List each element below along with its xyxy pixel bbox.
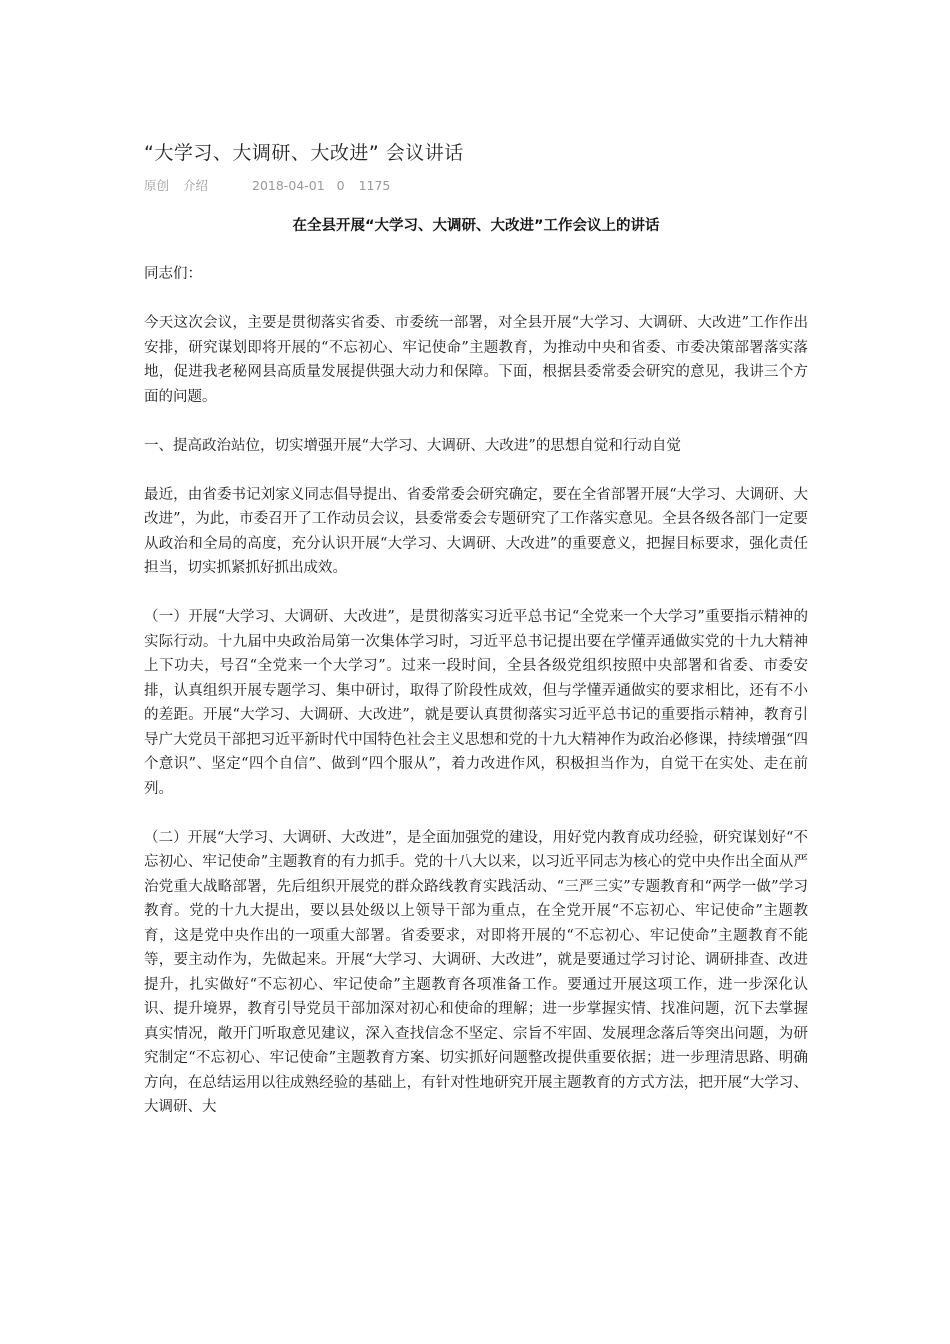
original-tag: 原创 <box>144 178 170 193</box>
paragraph-salutation: 同志们： <box>144 266 202 282</box>
view-count: 1175 <box>358 178 391 193</box>
paragraph: 最近，由省委书记刘家义同志倡导提出、省委常委会研究确定，要在全省部署开展“大学习、大调研、大改进”，为此，市委召开了工作动员会议，县委常委会专题研究了工作落实意见。全县各级各部门一定要从政治和全局的高度，充分认识开展“大学习、大调研、大改进”的重要意义，把握目标要求，强化责任担当，切实抓紧抓好抓出成效。 <box>144 486 808 576</box>
speech-body <box>144 262 808 1144</box>
publish-date: 2018-04-01 <box>252 178 325 193</box>
speech-heading: 在全县开展“大学习、大调研、大改进”工作会议上的讲话 <box>292 218 660 234</box>
comment-count: 0 <box>336 178 345 193</box>
category-tag: 介绍 <box>183 178 209 193</box>
paragraph: （一）开展“大学习、大调研、大改进”，是贯彻落实习近平总书记“全党来一个大学习”重要指示精神的实际行动。十九届中央政治局第一次集体学习时，习近平总书记提出要在学懂弄通做实党的十九大精神上下功夫，号召“全党来一个大学习”。过来一段时间，全县各级党组织按照中央部署和省委、市委安排，认真组织开展专题学习、集中研讨，取得了阶段性成效，但与学懂弄通做实的要求相比，还有不小的差距。开展“大学习、大调研、大改进”，就是要认真贯彻落实习近平总书记的重要指示精神，教育引导广大党员干部把习近平新时代中国特色社会主义思想和党的十九大精神作为政治必修课，持续增强“四个意识”、坚定“四个自信”、做到“四个服从”，着力改进作风，积极担当作为，自觉干在实处、走在前列。 <box>144 609 808 797</box>
paragraph: 今天这次会议，主要是贯彻落实省委、市委统一部署，对全县开展“大学习、大调研、大改进”工作作出安排，研究谋划即将开展的“不忘初心、牢记使命”主题教育，为推动中央和省委、市委决策部署落实落地，促进我老秘网县高质量发展提供强大动力和保障。下面，根据县委常委会研究的意见，我讲三个方面的问题。 <box>144 315 808 405</box>
section-heading: 一、提高政治站位，切实增强开展“大学习、大调研、大改进”的思想自觉和行动自觉 <box>144 437 681 454</box>
article-meta <box>144 176 400 194</box>
page-title: “大学习、大调研、大改进” 会议讲话 <box>144 142 464 164</box>
paragraph: （二）开展“大学习、大调研、大改进”，是全面加强党的建设，用好党内教育成功经验，研究谋划好“不忘初心、牢记使命”主题教育的有力抓手。党的十八大以来，以习近平同志为核心的党中央作出全面从严治党重大战略部署，先后组织开展党的群众路线教育实践活动、“三严三实”专题教育和“两学一做”学习教育。党的十九大提出，要以县处级以上领导干部为重点，在全党开展“不忘初心、牢记使命”主题教育，这是党中央作出的一项重大部署。省委要求，对即将开展的“不忘初心、牢记使命”主题教育不能等，要主动作为，先做起来。开展“大学习、大调研、大改进”，就是要通过学习讨论、调研排查、改进提升，扎实做好“不忘初心、牢记使命”主题教育各项准备工作。要通过开展这项工作，进一步深化认识、提升境界，教育引导党员干部加深对初心和使命的理解；进一步掌握实情、找准问题，沉下去掌握真实情况，敞开门听取意见建议，深入查找信念不坚定、宗旨不牢固、发展理念落后等突出问题，为研究制定“不忘初心、牢记使命”主题教育方案、切实抓好问题整改提供重要依据；进一步理清思路、明确方向，在总结运用以往成熟经验的基础上，有针对性地研究开展主题教育的方式方法，把开展“大学习、大调研、大 <box>144 829 808 1115</box>
